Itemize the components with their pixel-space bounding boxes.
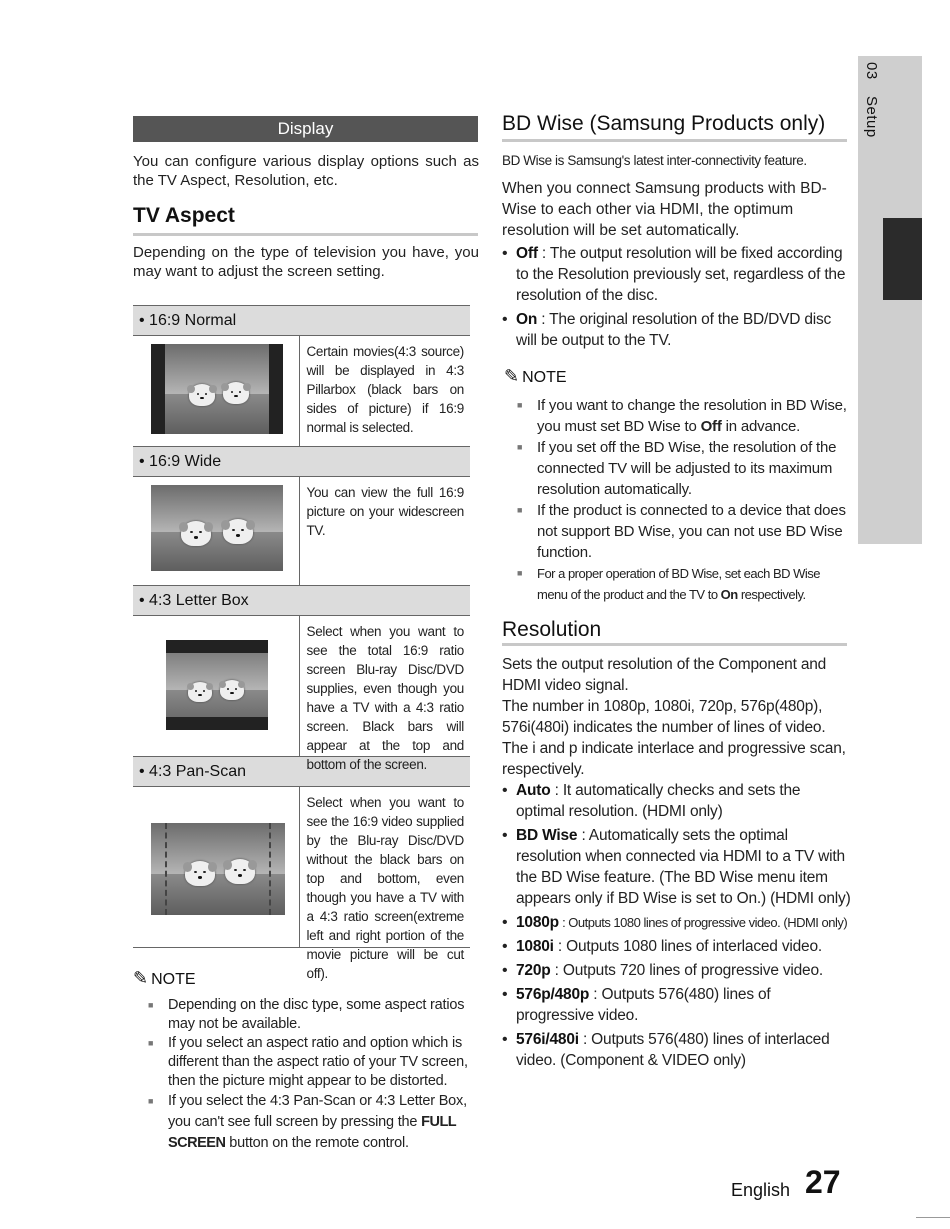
- bd-wise-subtitle: BD Wise is Samsung's latest inter-connectivity feature.: [502, 153, 807, 168]
- bd-wise-intro-text: When you connect Samsung products with BD-Wise to each other via HDMI, the optimum resolution will be set automatically.: [502, 180, 827, 239]
- note-item: ■ If you select an aspect ratio and option which is different than the aspect ratio of your TV screen, then the picture might appear to be distorted.: [148, 1034, 478, 1091]
- tv-aspect-note-heading: ✎ NOTE: [133, 968, 196, 988]
- note-item: ■ If you want to change the resolution in BD Wise, you must set BD Wise to Off in advance.: [517, 395, 849, 437]
- resolution-option-bd-wise: • BD Wise : Automatically sets the optimal resolution when connected via HDMI to a TV with the BD Wise feature. (The BD Wise menu item appears only if BD Wise is set to On.) (HDMI only): [502, 825, 852, 909]
- bd-wise-options-list: [502, 243, 850, 354]
- resolution-heading: Resolution: [502, 618, 602, 641]
- page-number: 27: [805, 1164, 841, 1200]
- resolution-option-auto: • Auto : It automatically checks and sets the optimal resolution. (HDMI only): [502, 780, 852, 822]
- bd-wise-note-heading: ✎ NOTE: [504, 366, 567, 386]
- letterbox-bar-bottom: [166, 717, 268, 730]
- aspect-option-description: You can view the full 16:9 picture on your widescreen TV.: [306, 485, 464, 538]
- aspect-option-16-9-wide: [133, 446, 470, 585]
- footer-rule: [916, 1217, 950, 1218]
- puppies-picture: [151, 823, 285, 915]
- bd-wise-option-on: • On : The original resolution of the BD/DVD disc will be output to the TV.: [502, 309, 850, 351]
- display-intro-text: You can configure various display options such as the TV Aspect, Resolution, etc.: [133, 153, 479, 189]
- aspect-option-description: Select when you want to see the total 16:9 ratio screen Blu-ray Disc/DVD supplies, even though you have a TV with a 4:3 ratio screen. Black bars will appear at the top and bottom of the screen.: [306, 624, 464, 772]
- aspect-option-label: • 16:9 Normal: [133, 306, 470, 336]
- resolution-intro-text: [502, 654, 850, 780]
- resolution-option-1080p: • 1080p : Outputs 1080 lines of progressive video. (HDMI only): [502, 912, 852, 933]
- tv-aspect-intro-text: Depending on the type of television you have, you may want to adjust the screen setting.: [133, 244, 479, 280]
- aspect-illustration: [133, 616, 300, 756]
- pencil-icon: ✎: [133, 968, 149, 988]
- aspect-illustration: [133, 336, 300, 446]
- aspect-option-description: Select when you want to see the 16:9 video supplied by the Blu-ray Disc/DVD without the black bars on top and bottom, even though you have a TV with a 4:3 ratio screen(extreme left and right portion of the movie picture will be cut off).: [306, 795, 464, 981]
- aspect-option-description: Certain movies(4:3 source) will be displayed in 4:3 Pillarbox (black bars on sides of picture) if 16:9 normal is selected.: [306, 344, 464, 435]
- pencil-icon: ✎: [504, 366, 520, 386]
- chapter-name: Setup: [863, 96, 880, 139]
- tv-aspect-heading: TV Aspect: [133, 204, 235, 227]
- resolution-heading-rule: [502, 643, 847, 646]
- tv-aspect-heading-rule: [133, 233, 478, 236]
- bd-wise-heading-rule: [502, 139, 847, 142]
- resolution-options-list: [502, 780, 852, 1074]
- footer-language: English: [731, 1180, 791, 1200]
- bd-wise-note-list: [517, 395, 849, 605]
- chapter-number: 03: [863, 62, 880, 80]
- aspect-option-16-9-normal: [133, 305, 470, 446]
- puppies-picture: [166, 640, 268, 730]
- chapter-side-tab-label: [860, 62, 880, 222]
- resolution-option-720p: • 720p : Outputs 720 lines of progressive video.: [502, 960, 852, 981]
- note-item: ■ If the product is connected to a device that does not support BD Wise, you can not use BD Wise function.: [517, 500, 849, 563]
- display-section-header: Display: [133, 116, 478, 142]
- puppies-picture: [151, 344, 283, 434]
- resolution-option-576i-480i: • 576i/480i : Outputs 576(480) lines of interlaced video. (Component & VIDEO only): [502, 1029, 852, 1071]
- aspect-option-label: • 4:3 Letter Box: [133, 586, 470, 616]
- letterbox-bar-top: [166, 640, 268, 653]
- pillarbox-bar-left: [151, 344, 165, 434]
- note-item: ■ If you select the 4:3 Pan-Scan or 4:3 Letter Box, you can't see full screen by pressing the FULL SCREEN button on the remote control.: [148, 1091, 478, 1154]
- resolution-option-1080i: • 1080i : Outputs 1080 lines of interlaced video.: [502, 936, 852, 957]
- note-item: ■ If you set off the BD Wise, the resolution of the connected TV will be adjusted to its maximum resolution automatically.: [517, 437, 849, 500]
- pan-scan-crop-line-right: [269, 823, 271, 915]
- aspect-option-label: • 4:3 Pan-Scan: [133, 757, 470, 787]
- bd-wise-option-off: • Off : The output resolution will be fixed according to the Resolution previously set, regardless of the resolution of the disc.: [502, 243, 850, 306]
- aspect-illustration: [133, 477, 300, 585]
- aspect-illustration: [133, 787, 300, 947]
- pan-scan-crop-line-left: [165, 823, 167, 915]
- note-item: ■ For a proper operation of BD Wise, set each BD Wise menu of the product and the TV to On respectively.: [517, 563, 849, 605]
- tv-aspect-note-list: [148, 996, 478, 1154]
- resolution-option-576p-480p: • 576p/480p : Outputs 576(480) lines of progressive video.: [502, 984, 852, 1026]
- pillarbox-bar-right: [269, 344, 283, 434]
- bd-wise-heading: BD Wise (Samsung Products only): [502, 112, 826, 135]
- aspect-option-label: • 16:9 Wide: [133, 447, 470, 477]
- chapter-side-tab-marker: [883, 218, 922, 300]
- puppies-picture: [151, 485, 283, 571]
- resolution-intro-line: Sets the output resolution of the Component and HDMI video signal.: [502, 656, 827, 694]
- resolution-intro-line: The number in 1080p, 1080i, 720p, 576p(480p), 576i(480i) indicates the number of lines of video. The i and p indicate interlace and progressive scan, respectively.: [502, 698, 846, 778]
- note-item: ■ Depending on the disc type, some aspect ratios may not be available.: [148, 996, 478, 1034]
